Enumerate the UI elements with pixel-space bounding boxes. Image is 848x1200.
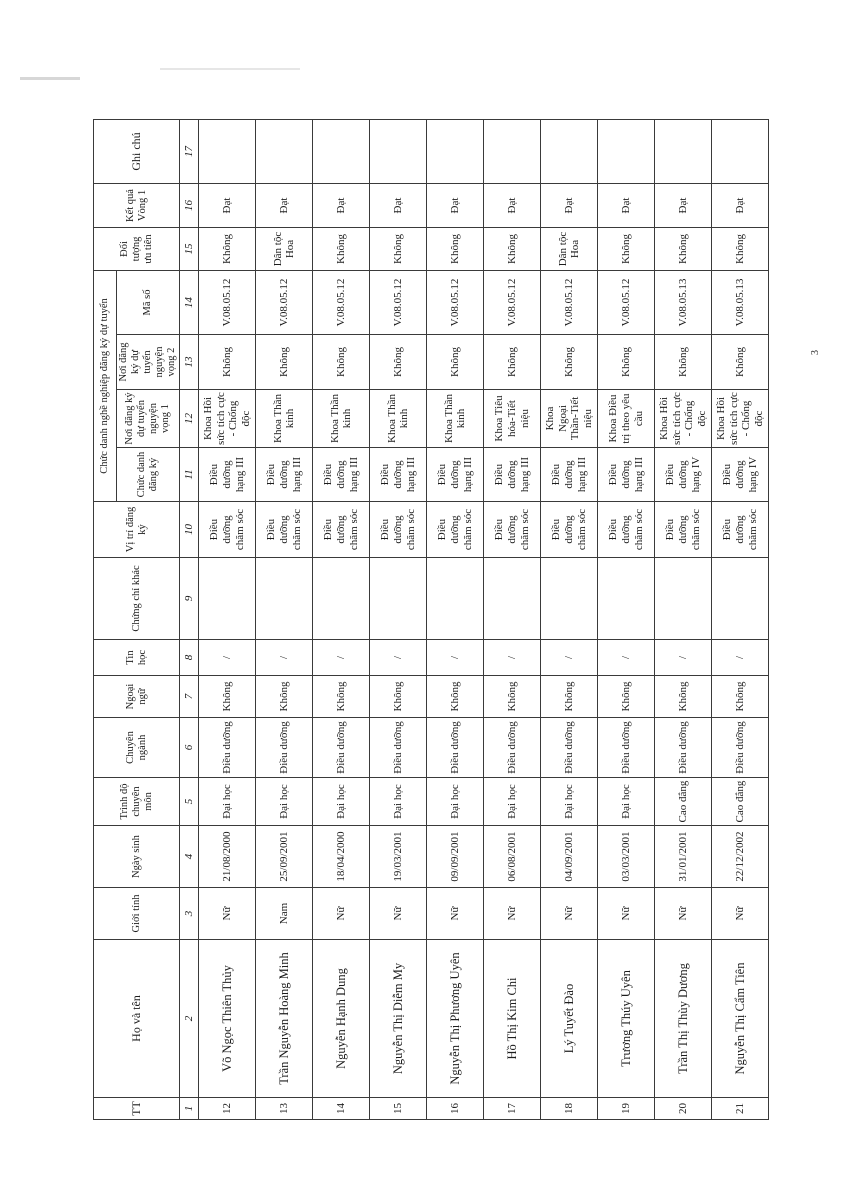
cell-it: / <box>484 640 541 676</box>
header-level: Trình độ chuyên môn <box>94 778 180 826</box>
cell-name: Lý Tuyết Đào <box>541 940 598 1098</box>
cell-result: Đạt <box>655 184 712 228</box>
cell-place1: Khoa Tiêu hóa-Tiết niệu <box>484 390 541 448</box>
cell-other <box>655 558 712 640</box>
header-result: Kết quả Vòng 1 <box>94 184 180 228</box>
cell-gender: Nữ <box>655 888 712 940</box>
cell-priority: Không <box>199 228 256 271</box>
cell-level: Cao đẳng <box>655 778 712 826</box>
cell-language: Không <box>712 676 769 718</box>
cell-priority: Không <box>484 228 541 271</box>
cell-language: Không <box>484 676 541 718</box>
cell-note <box>541 120 598 184</box>
cell-it: / <box>256 640 313 676</box>
cell-title: Điều dưỡng hạng III <box>370 448 427 502</box>
cell-dob: 22/12/2002 <box>712 826 769 888</box>
cell-name: Trần Thị Thùy Dương <box>655 940 712 1098</box>
cell-position: Điều dưỡng chăm sóc <box>256 502 313 558</box>
cell-it: / <box>427 640 484 676</box>
header-other-cert: Chứng chỉ khác <box>94 558 180 640</box>
header-group: Chức danh nghề nghiệp đăng ký dự tuyển <box>94 271 117 502</box>
column-number: 12 <box>180 390 199 448</box>
column-number: 16 <box>180 184 199 228</box>
cell-name: Trần Nguyễn Hoàng Minh <box>256 940 313 1098</box>
cell-major: Điều dưỡng <box>313 718 370 778</box>
cell-it: / <box>199 640 256 676</box>
cell-name: Nguyễn Thị Phương Uyên <box>427 940 484 1098</box>
cell-note <box>256 120 313 184</box>
cell-place1: Khoa Hồi sức tích cực - Chống độc <box>199 390 256 448</box>
cell-dob: 31/01/2001 <box>655 826 712 888</box>
cell-result: Đạt <box>598 184 655 228</box>
cell-other <box>370 558 427 640</box>
column-number: 3 <box>180 888 199 940</box>
cell-priority: Dân tộc Hoa <box>256 228 313 271</box>
column-number: 15 <box>180 228 199 271</box>
cell-level: Đại học <box>427 778 484 826</box>
cell-result: Đạt <box>712 184 769 228</box>
cell-code: V.08.05.12 <box>598 271 655 335</box>
cell-title: Điều dưỡng hạng III <box>598 448 655 502</box>
cell-gender: Nữ <box>541 888 598 940</box>
column-number-row <box>180 120 199 1120</box>
cell-it: / <box>655 640 712 676</box>
cell-level: Đại học <box>370 778 427 826</box>
cell-dob: 18/04/2000 <box>313 826 370 888</box>
table-row <box>541 120 598 1120</box>
cell-note <box>712 120 769 184</box>
cell-tt: 21 <box>712 1098 769 1120</box>
column-number: 4 <box>180 826 199 888</box>
header-code: Mã số <box>117 271 180 335</box>
cell-priority: Không <box>712 228 769 271</box>
cell-tt: 15 <box>370 1098 427 1120</box>
cell-position: Điều dưỡng chăm sóc <box>313 502 370 558</box>
cell-place2: Không <box>712 335 769 390</box>
cell-other <box>256 558 313 640</box>
scan-artifact <box>20 77 80 80</box>
cell-gender: Nữ <box>712 888 769 940</box>
cell-note <box>598 120 655 184</box>
cell-title: Điều dưỡng hạng IV <box>655 448 712 502</box>
column-number: 6 <box>180 718 199 778</box>
cell-gender: Nữ <box>427 888 484 940</box>
cell-dob: 25/09/2001 <box>256 826 313 888</box>
cell-level: Đại học <box>484 778 541 826</box>
cell-language: Không <box>598 676 655 718</box>
cell-result: Đạt <box>427 184 484 228</box>
cell-it: / <box>313 640 370 676</box>
cell-note <box>370 120 427 184</box>
cell-level: Cao đẳng <box>712 778 769 826</box>
cell-it: / <box>712 640 769 676</box>
column-number: 14 <box>180 271 199 335</box>
cell-result: Đạt <box>256 184 313 228</box>
header-position: Vị trí đăng ký <box>94 502 180 558</box>
column-number: 13 <box>180 335 199 390</box>
cell-major: Điều dưỡng <box>199 718 256 778</box>
cell-place2: Không <box>313 335 370 390</box>
column-number: 9 <box>180 558 199 640</box>
header-title: Chức danh đăng ký <box>117 448 180 502</box>
cell-dob: 19/03/2001 <box>370 826 427 888</box>
cell-tt: 12 <box>199 1098 256 1120</box>
cell-name: Trương Thúy Uyên <box>598 940 655 1098</box>
table-row <box>484 120 541 1120</box>
header-it: Tin học <box>94 640 180 676</box>
cell-level: Đại học <box>313 778 370 826</box>
cell-language: Không <box>199 676 256 718</box>
cell-level: Đại học <box>598 778 655 826</box>
cell-position: Điều dưỡng chăm sóc <box>541 502 598 558</box>
cell-other <box>541 558 598 640</box>
cell-dob: 21/08/2000 <box>199 826 256 888</box>
cell-major: Điều dưỡng <box>655 718 712 778</box>
cell-tt: 17 <box>484 1098 541 1120</box>
cell-note <box>427 120 484 184</box>
cell-result: Đạt <box>541 184 598 228</box>
cell-other <box>199 558 256 640</box>
cell-dob: 06/08/2001 <box>484 826 541 888</box>
cell-dob: 09/09/2001 <box>427 826 484 888</box>
cell-code: V.08.05.12 <box>256 271 313 335</box>
column-number: 2 <box>180 940 199 1098</box>
cell-level: Đại học <box>199 778 256 826</box>
table-row <box>256 120 313 1120</box>
table-row <box>598 120 655 1120</box>
header-major: Chuyên ngành <box>94 718 180 778</box>
cell-tt: 18 <box>541 1098 598 1120</box>
cell-tt: 13 <box>256 1098 313 1120</box>
cell-gender: Nữ <box>370 888 427 940</box>
cell-other <box>313 558 370 640</box>
cell-result: Đạt <box>484 184 541 228</box>
cell-name: Hồ Thị Kim Chi <box>484 940 541 1098</box>
cell-other <box>712 558 769 640</box>
cell-code: V.08.05.13 <box>655 271 712 335</box>
cell-result: Đạt <box>370 184 427 228</box>
table-row <box>313 120 370 1120</box>
cell-major: Điều dưỡng <box>370 718 427 778</box>
cell-code: V.08.05.12 <box>484 271 541 335</box>
cell-priority: Không <box>370 228 427 271</box>
cell-priority: Không <box>598 228 655 271</box>
cell-title: Điều dưỡng hạng III <box>484 448 541 502</box>
cell-title: Điều dưỡng hạng III <box>199 448 256 502</box>
cell-gender: Nam <box>256 888 313 940</box>
header-place1: Nơi đăng ký dự tuyển nguyện vọng 1 <box>117 390 180 448</box>
cell-priority: Không <box>313 228 370 271</box>
cell-dob: 03/03/2001 <box>598 826 655 888</box>
cell-language: Không <box>313 676 370 718</box>
cell-place2: Không <box>598 335 655 390</box>
cell-name: Nguyễn Hạnh Dung <box>313 940 370 1098</box>
cell-code: V.08.05.12 <box>541 271 598 335</box>
cell-language: Không <box>370 676 427 718</box>
cell-place2: Không <box>370 335 427 390</box>
cell-place2: Không <box>655 335 712 390</box>
table-row <box>370 120 427 1120</box>
cell-name: Nguyễn Thị Diễm My <box>370 940 427 1098</box>
cell-code: V.08.05.13 <box>712 271 769 335</box>
column-number: 1 <box>180 1098 199 1120</box>
cell-note <box>313 120 370 184</box>
cell-note <box>199 120 256 184</box>
cell-major: Điều dưỡng <box>256 718 313 778</box>
cell-major: Điều dưỡng <box>541 718 598 778</box>
cell-code: V.08.05.12 <box>199 271 256 335</box>
cell-name: Nguyễn Thị Cẩm Tiên <box>712 940 769 1098</box>
page-number: 3 <box>810 350 821 355</box>
cell-other <box>484 558 541 640</box>
cell-tt: 16 <box>427 1098 484 1120</box>
cell-place2: Không <box>199 335 256 390</box>
cell-gender: Nữ <box>199 888 256 940</box>
cell-code: V.08.05.12 <box>427 271 484 335</box>
column-number: 11 <box>180 448 199 502</box>
column-number: 17 <box>180 120 199 184</box>
cell-position: Điều dưỡng chăm sóc <box>199 502 256 558</box>
cell-major: Điều dưỡng <box>712 718 769 778</box>
cell-position: Điều dưỡng chăm sóc <box>598 502 655 558</box>
table-row <box>655 120 712 1120</box>
cell-language: Không <box>541 676 598 718</box>
cell-priority: Không <box>655 228 712 271</box>
cell-place1: Khoa Thần kinh <box>313 390 370 448</box>
cell-gender: Nữ <box>484 888 541 940</box>
cell-it: / <box>598 640 655 676</box>
cell-title: Điều dưỡng hạng III <box>541 448 598 502</box>
header-priority: Đối tượng ưu tiên <box>94 228 180 271</box>
header-note: Ghi chú <box>94 120 180 184</box>
cell-code: V.08.05.12 <box>370 271 427 335</box>
cell-tt: 14 <box>313 1098 370 1120</box>
cell-priority: Dân tộc Hoa <box>541 228 598 271</box>
cell-title: Điều dưỡng hạng III <box>427 448 484 502</box>
cell-level: Đại học <box>541 778 598 826</box>
cell-major: Điều dưỡng <box>598 718 655 778</box>
header-gender: Giới tính <box>94 888 180 940</box>
cell-tt: 20 <box>655 1098 712 1120</box>
cell-place1: Khoa Điều trị theo yêu cầu <box>598 390 655 448</box>
cell-position: Điều dưỡng chăm sóc <box>427 502 484 558</box>
cell-note <box>655 120 712 184</box>
cell-title: Điều dưỡng hạng III <box>313 448 370 502</box>
cell-priority: Không <box>427 228 484 271</box>
cell-other <box>598 558 655 640</box>
table-row <box>712 120 769 1120</box>
cell-note <box>484 120 541 184</box>
column-number: 5 <box>180 778 199 826</box>
scan-artifact <box>160 68 300 70</box>
cell-tt: 19 <box>598 1098 655 1120</box>
cell-language: Không <box>256 676 313 718</box>
cell-level: Đại học <box>256 778 313 826</box>
cell-major: Điều dưỡng <box>427 718 484 778</box>
cell-name: Võ Ngọc Thiên Thủy <box>199 940 256 1098</box>
header-language: Ngoại ngữ <box>94 676 180 718</box>
cell-position: Điều dưỡng chăm sóc <box>484 502 541 558</box>
cell-language: Không <box>427 676 484 718</box>
cell-position: Điều dưỡng chăm sóc <box>370 502 427 558</box>
cell-place1: Khoa Thần kinh <box>427 390 484 448</box>
table-row <box>199 120 256 1120</box>
header-dob: Ngày sinh <box>94 826 180 888</box>
cell-title: Điều dưỡng hạng III <box>256 448 313 502</box>
column-number: 8 <box>180 640 199 676</box>
cell-place1: Khoa Thần kinh <box>370 390 427 448</box>
cell-result: Đạt <box>313 184 370 228</box>
cell-title: Điều dưỡng hạng IV <box>712 448 769 502</box>
cell-gender: Nữ <box>598 888 655 940</box>
cell-code: V.08.05.12 <box>313 271 370 335</box>
cell-other <box>427 558 484 640</box>
cell-gender: Nữ <box>313 888 370 940</box>
cell-place1: Khoa Ngoại Thần-Tiết niệu <box>541 390 598 448</box>
cell-it: / <box>541 640 598 676</box>
cell-place2: Không <box>256 335 313 390</box>
cell-place2: Không <box>484 335 541 390</box>
cell-major: Điều dưỡng <box>484 718 541 778</box>
header-name: Họ và tên <box>94 940 180 1098</box>
cell-place1: Khoa Thần kinh <box>256 390 313 448</box>
cell-position: Điều dưỡng chăm sóc <box>655 502 712 558</box>
cell-language: Không <box>655 676 712 718</box>
cell-dob: 04/09/2001 <box>541 826 598 888</box>
column-number: 7 <box>180 676 199 718</box>
cell-place1: Khoa Hồi sức tích cực - Chống độc <box>712 390 769 448</box>
cell-it: / <box>370 640 427 676</box>
header-tt: TT <box>94 1098 180 1120</box>
column-number: 10 <box>180 502 199 558</box>
cell-place1: Khoa Hồi sức tích cực - Chống độc <box>655 390 712 448</box>
cell-result: Đạt <box>199 184 256 228</box>
header-place2: Nơi đăng ký dự tuyển nguyện vọng 2 <box>117 335 180 390</box>
table-row <box>427 120 484 1120</box>
cell-place2: Không <box>427 335 484 390</box>
cell-place2: Không <box>541 335 598 390</box>
cell-position: Điều dưỡng chăm sóc <box>712 502 769 558</box>
candidate-table <box>93 119 769 1120</box>
